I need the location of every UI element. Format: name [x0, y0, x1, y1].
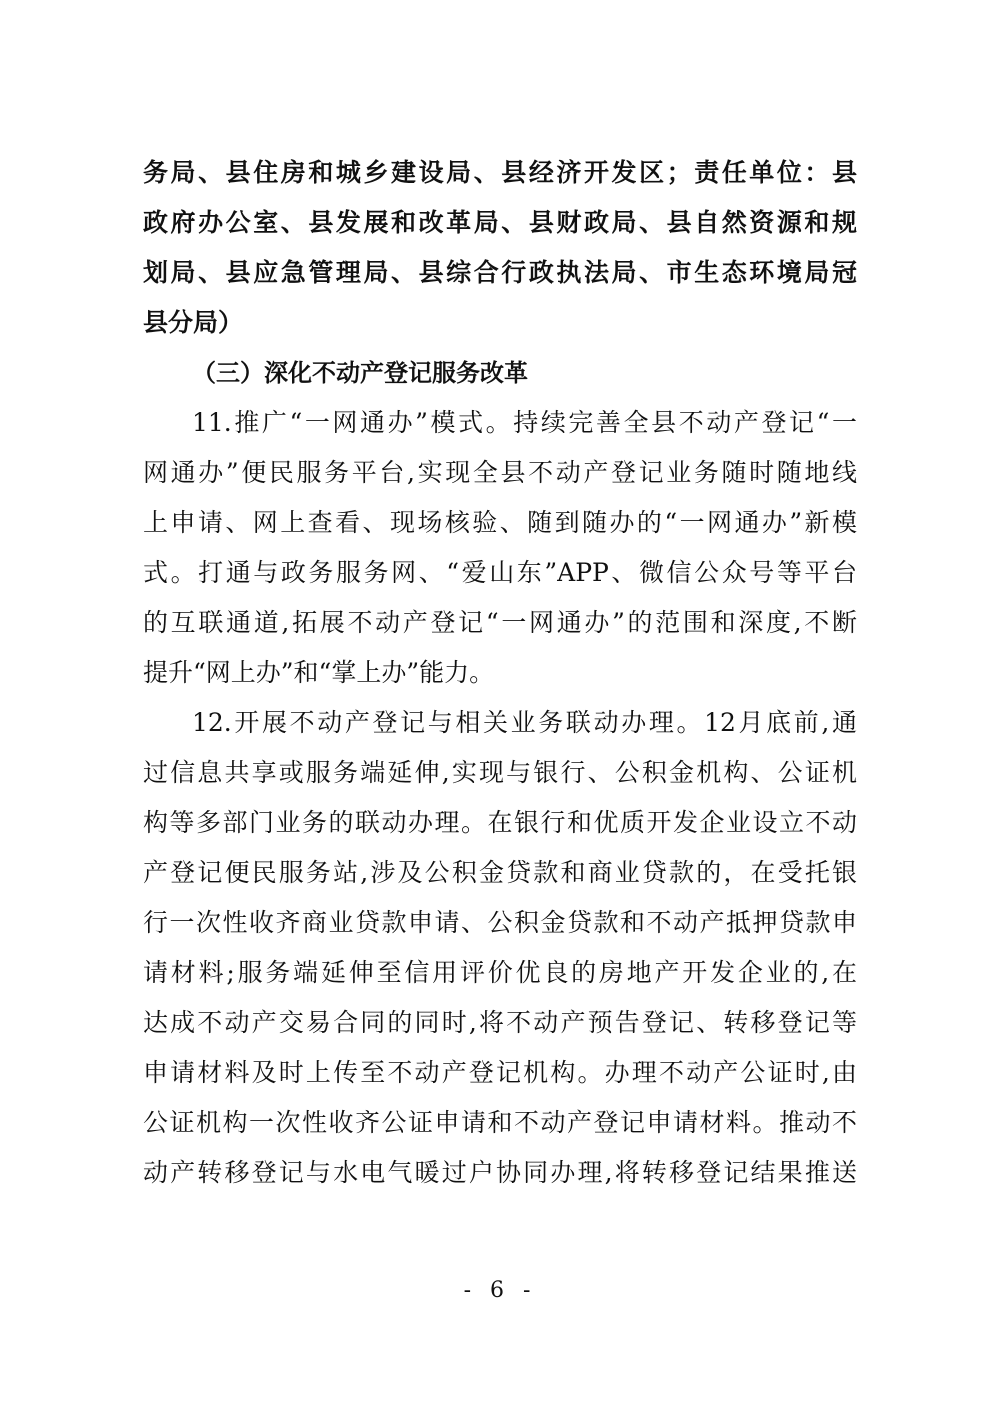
- section-heading: （三）深化不动产登记服务改革: [192, 359, 528, 387]
- item-12-line-10: 动产转移登记与水电气暖过户协同办理,将转移登记结果推送: [143, 1158, 857, 1187]
- item-12-line-6: 请材料;服务端延伸至信用评价优良的房地产开发企业的,在: [143, 958, 857, 987]
- item-12-line-3: 构等多部门业务的联动办理。在银行和优质开发企业设立不动: [143, 808, 857, 837]
- item-11-line-1: 11.推广“一网通办”模式。持续完善全县不动产登记“一: [192, 408, 857, 437]
- continuation-line-4: 县分局）: [143, 308, 244, 337]
- page-number: - 6 -: [463, 1278, 537, 1303]
- item-11-line-4: 式。打通与政务服务网、“爱山东”APP、微信公众号等平台: [143, 558, 857, 587]
- item-12-line-5: 行一次性收齐商业贷款申请、公积金贷款和不动产抵押贷款申: [143, 908, 857, 937]
- item-11-line-2: 网通办”便民服务平台,实现全县不动产登记业务随时随地线: [143, 458, 857, 487]
- item-12-line-1: 12.开展不动产登记与相关业务联动办理。12月底前,通: [192, 708, 857, 737]
- item-11-line-3: 上申请、网上查看、现场核验、随到随办的“一网通办”新模: [143, 508, 857, 537]
- item-12-line-9: 公证机构一次性收齐公证申请和不动产登记申请材料。推动不: [143, 1108, 857, 1137]
- continuation-line-2: 政府办公室、县发展和改革局、县财政局、县自然资源和规: [143, 208, 857, 237]
- continuation-line-3: 划局、县应急管理局、县综合行政执法局、市生态环境局冠: [143, 258, 857, 287]
- item-12-line-7: 达成不动产交易合同的同时,将不动产预告登记、转移登记等: [143, 1008, 857, 1037]
- item-12-line-8: 申请材料及时上传至不动产登记机构。办理不动产公证时,由: [143, 1058, 857, 1087]
- item-11-line-6: 提升“网上办”和“掌上办”能力。: [143, 658, 495, 687]
- continuation-line-1: 务局、县住房和城乡建设局、县经济开发区；责任单位：县: [143, 158, 857, 187]
- item-12-line-2: 过信息共享或服务端延伸,实现与银行、公积金机构、公证机: [143, 758, 857, 787]
- item-11-line-5: 的互联通道,拓展不动产登记“一网通办”的范围和深度,不断: [143, 608, 857, 637]
- item-12-line-4: 产登记便民服务站,涉及公积金贷款和商业贷款的，在受托银: [143, 858, 857, 887]
